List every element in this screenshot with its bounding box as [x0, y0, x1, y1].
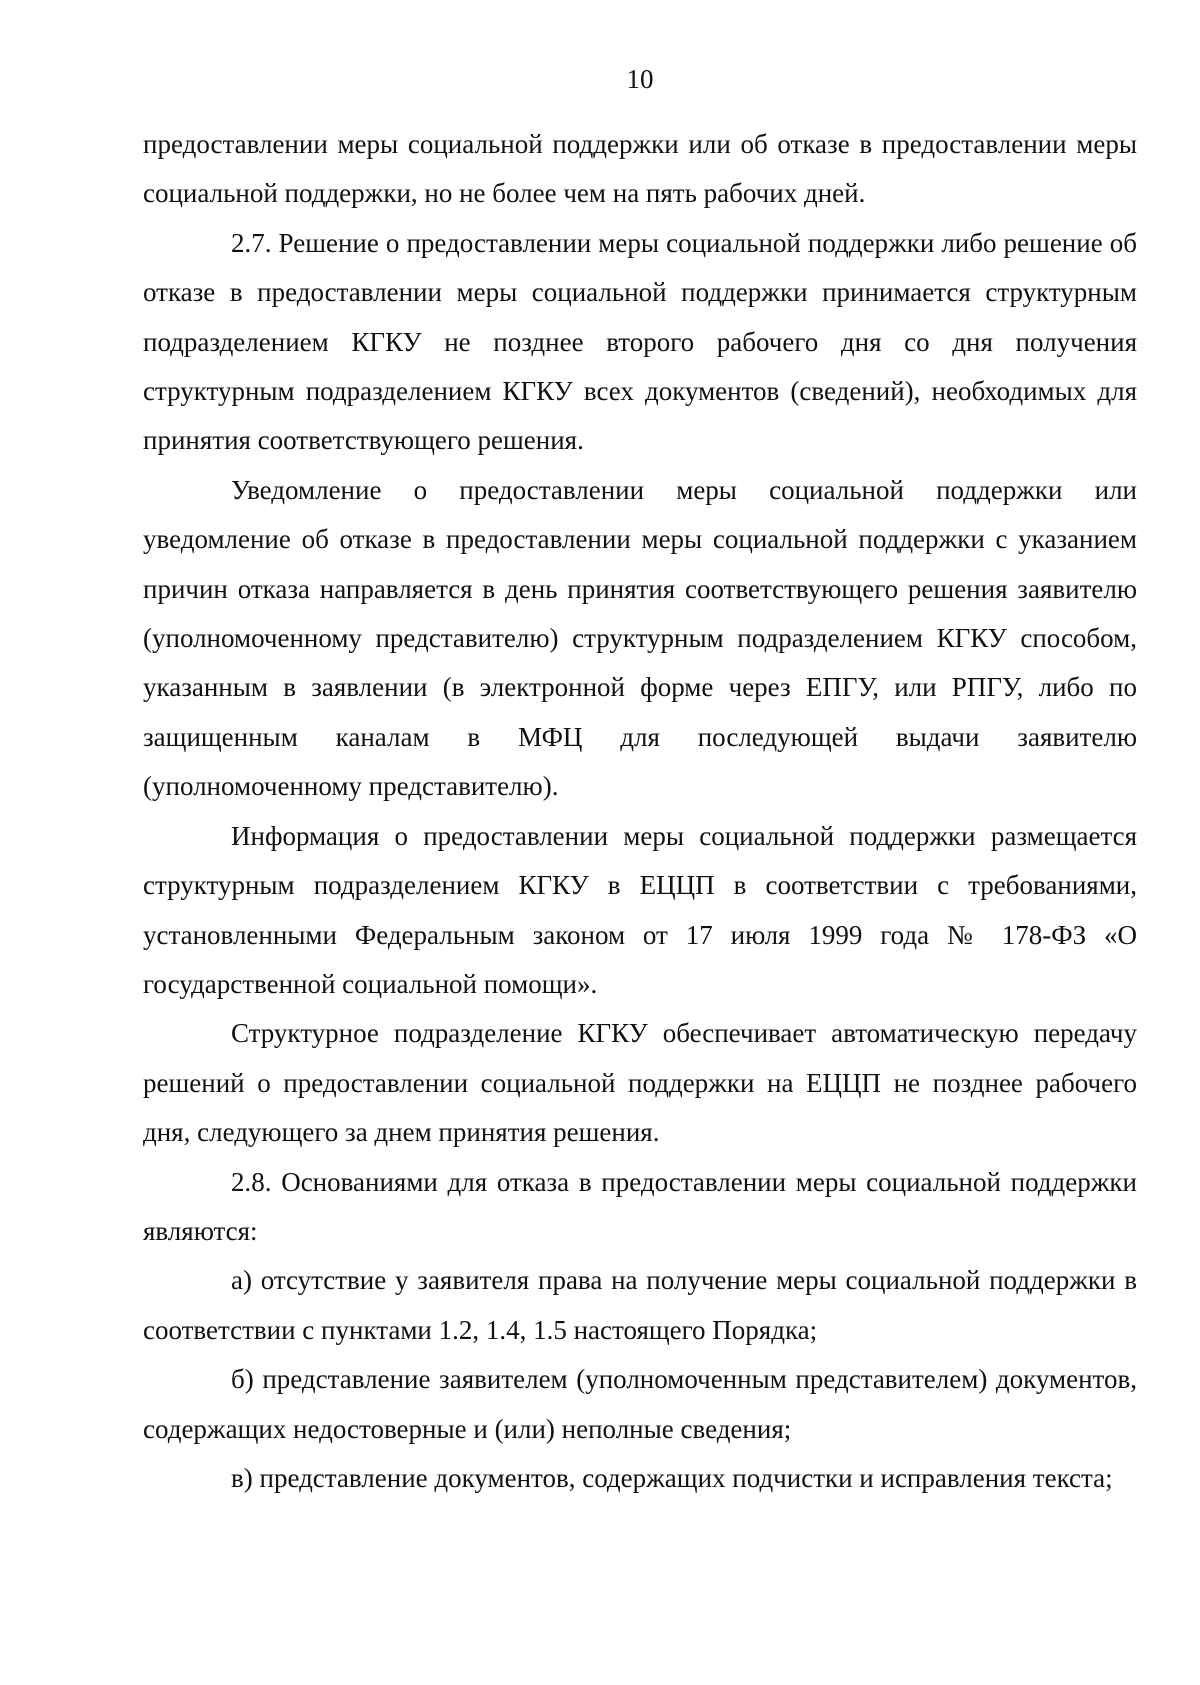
- paragraph-continuation: предоставлении меры социальной поддержки или об отказе в предоставлении меры социальной поддержки, но не более чем на пять рабочих дней.: [143, 129, 1137, 209]
- paragraph-2-8: 2.8. Основаниями для отказа в предоставлении меры социальной поддержки являются:: [143, 1166, 1137, 1246]
- list-item-b: б) представление заявителем (уполномоченным представителем) документов, содержащих недостоверные и (или) неполные сведения;: [143, 1364, 1137, 1444]
- paragraph-2-7: 2.7. Решение о предоставлении меры социальной поддержки либо решение об отказе в предоставлении меры социальной поддержки принимается структурным подразделением КГКУ не позднее второго рабочего дня со дня получения структурным подразделением КГКУ всех документов (сведений), необходимых для принятия соответствующего решения.: [143, 227, 1137, 456]
- paragraph-notification: Уведомление о предоставлении меры социальной поддержки или уведомление об отказе в предоставлении меры социальной поддержки с указанием причин отказа направляется в день принятия соответствующего решения заявителю (уполномоченному представителю) структурным подразделением КГКУ способом, указанным в заявлении (в электронной форме через ЕПГУ, или РПГУ, либо по защищенным каналам в МФЦ для последующей выдачи заявителю (уполномоченному представителю).: [143, 474, 1137, 802]
- paragraph-information: Информация о предоставлении меры социальной поддержки размещается структурным подразделением КГКУ в ЕЦЦП в соответствии с требованиями, установленными Федеральным законом от 17 июля 1999 года № 178-ФЗ «О государственной социальной помощи».: [143, 820, 1137, 999]
- paragraph-transfer: Структурное подразделение КГКУ обеспечивает автоматическую передачу решений о предоставлении социальной поддержки на ЕЦЦП не позднее рабочего дня, следующего за днем принятия решения.: [143, 1018, 1137, 1148]
- document-body: [143, 120, 1137, 1503]
- page-number: 10: [626, 64, 654, 94]
- list-item-a: а) отсутствие у заявителя права на получение меры социальной поддержки в соответствии с пунктами 1.2, 1.4, 1.5 настоящего Порядка;: [143, 1265, 1137, 1345]
- list-item-c: в) представление документов, содержащих подчистки и исправления текста;: [231, 1462, 1113, 1493]
